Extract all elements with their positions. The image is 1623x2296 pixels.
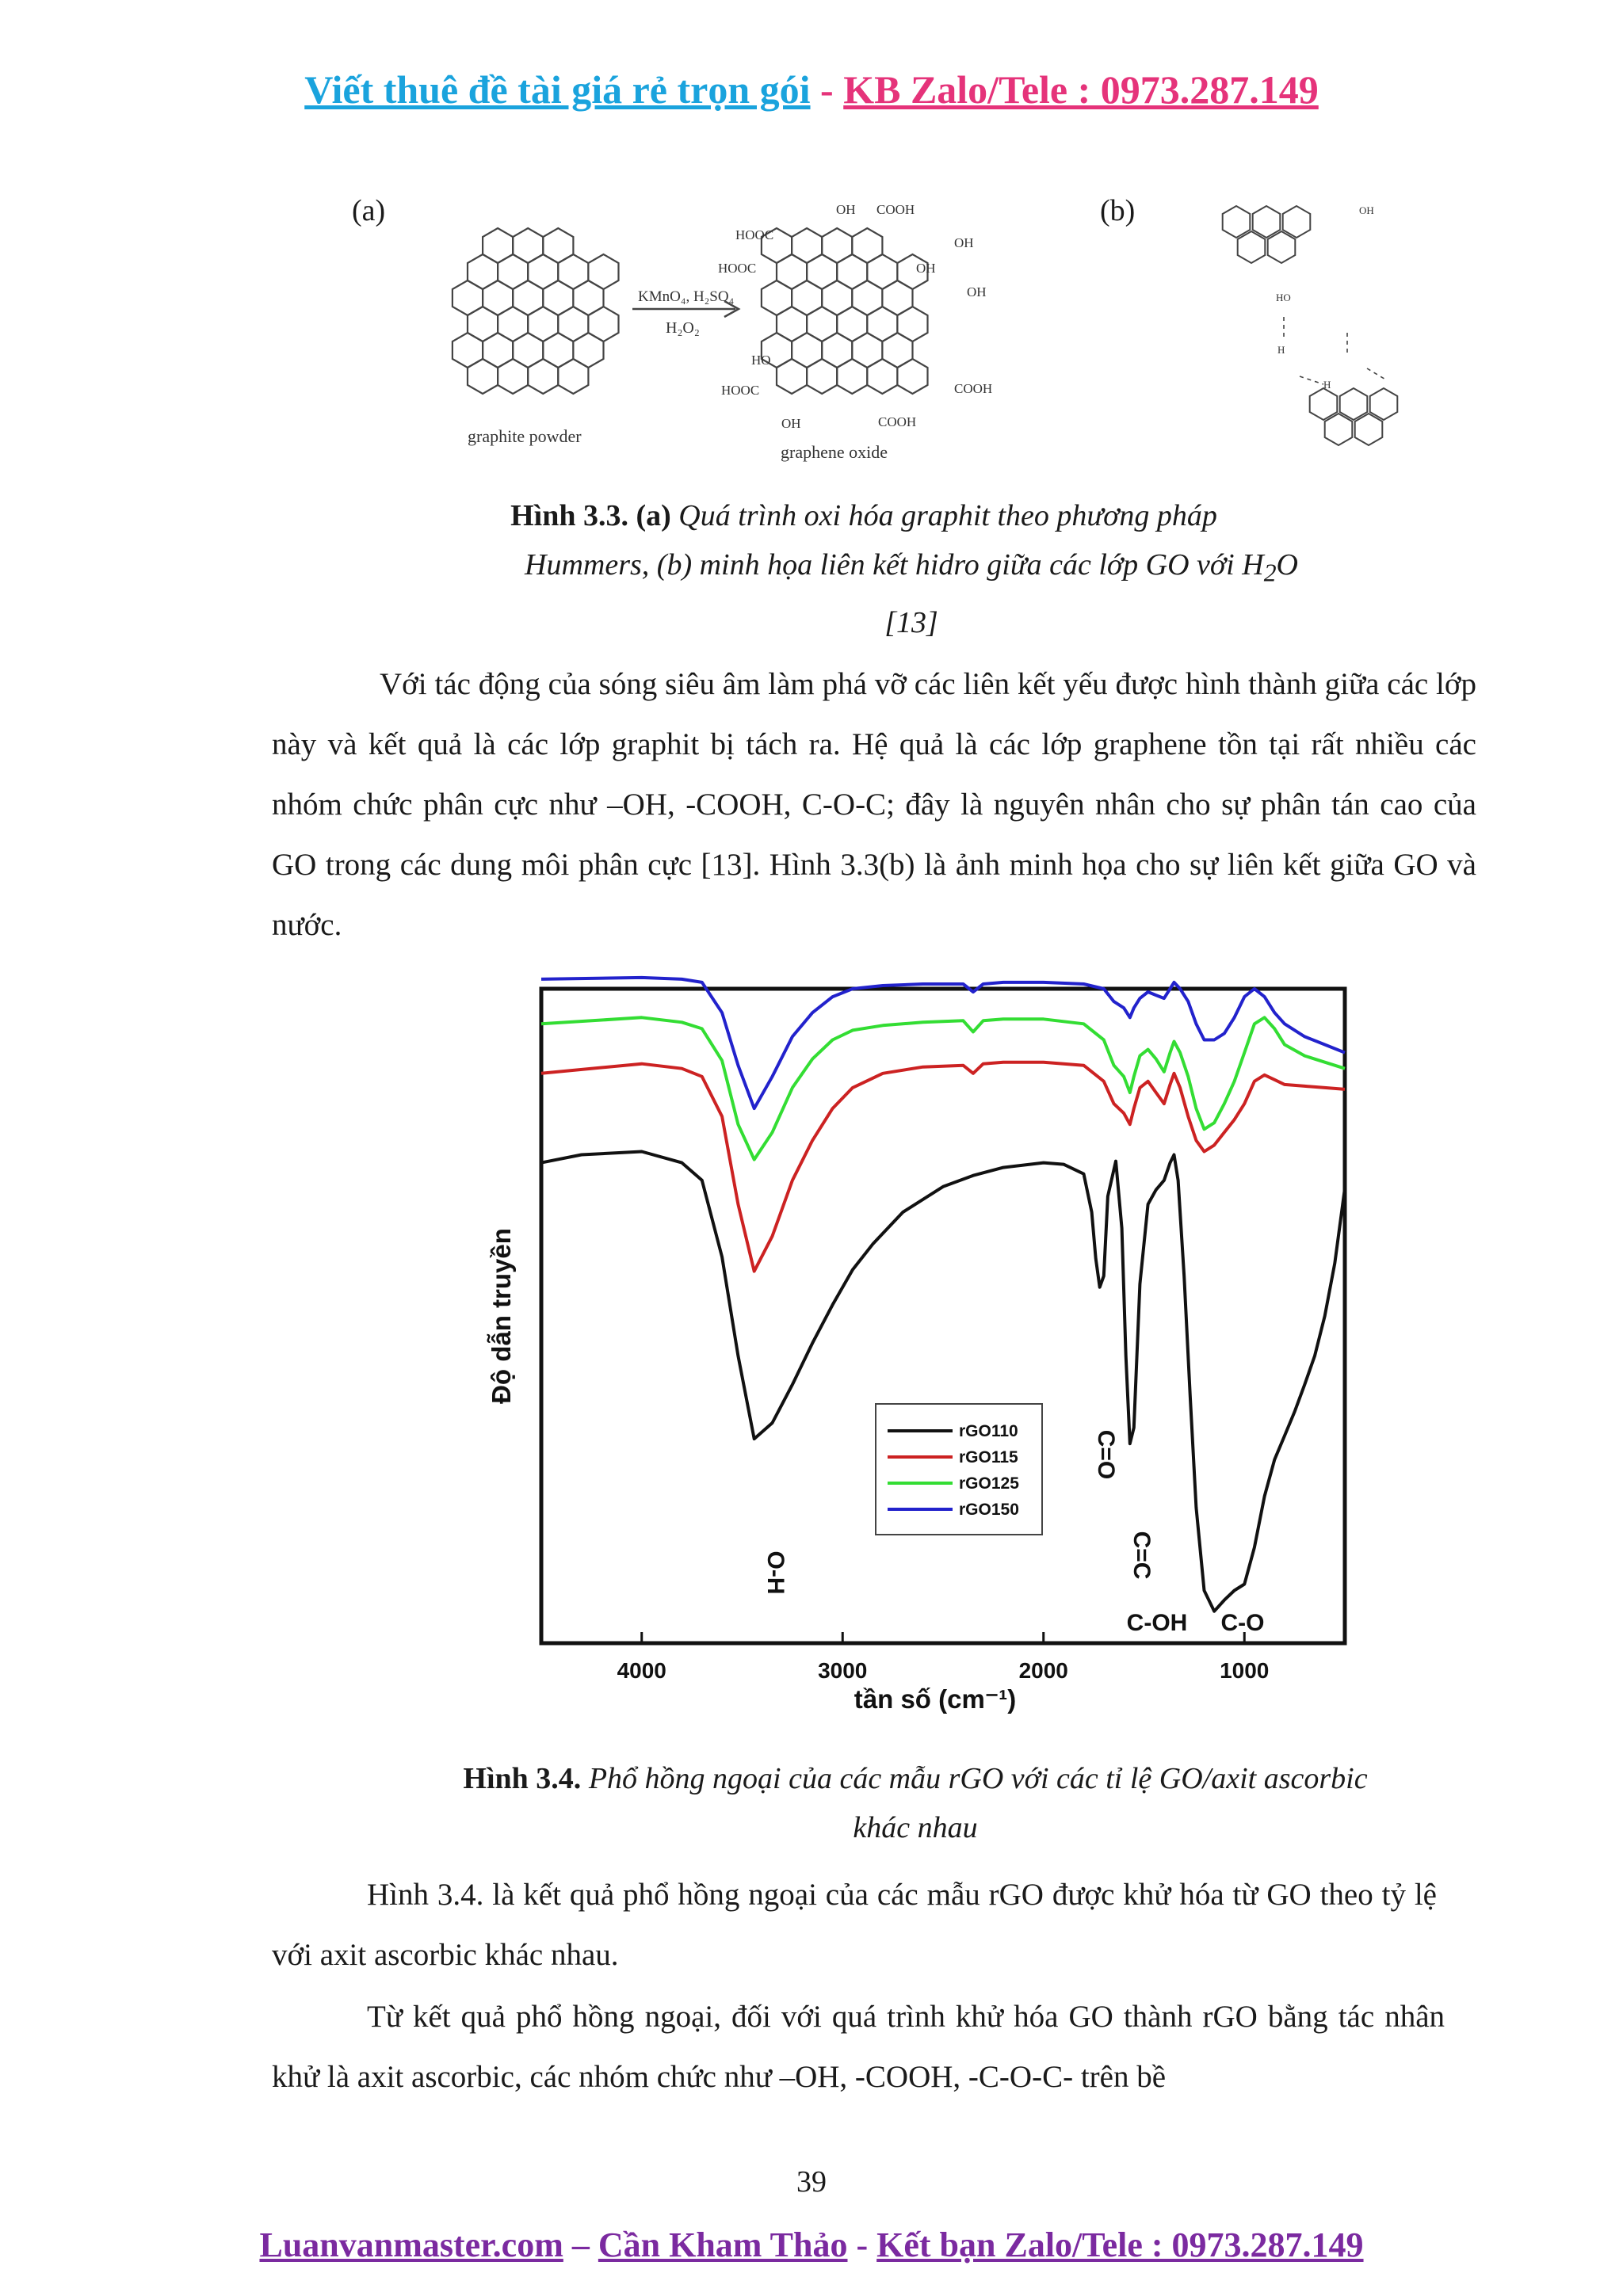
- hummers-oxidation-figure: [428, 190, 1014, 475]
- hexagon-ring: [1340, 388, 1368, 420]
- hexagon-ring: [498, 359, 528, 394]
- hexagon-ring: [1253, 206, 1281, 238]
- x-tick-label: 2000: [1018, 1658, 1068, 1683]
- reagent-bottom: H₂O₂: [666, 319, 700, 337]
- series-line-rgo115: [541, 1062, 1345, 1272]
- legend-label: rGO125: [959, 1474, 1019, 1493]
- legend-label: rGO115: [959, 1448, 1018, 1466]
- footer-name-link[interactable]: Cần Kham Thảo: [598, 2225, 848, 2264]
- hexagon-ring: [1310, 388, 1338, 420]
- hydrogen-bond-dashes: [1284, 317, 1387, 384]
- ftir-spectrum-chart: [444, 974, 1395, 1735]
- x-tick-label: 3000: [818, 1658, 868, 1683]
- group-label: H: [1323, 379, 1331, 391]
- caption-figure-number: Hình 3.3.: [510, 499, 628, 532]
- group-label: COOH: [954, 381, 993, 396]
- hexagon-ring: [1283, 206, 1311, 238]
- x-tick-layer: [617, 1632, 1270, 1683]
- graphite-label: graphite powder: [468, 426, 582, 446]
- hexagon-ring: [1355, 414, 1383, 445]
- hexagon-ring: [807, 359, 837, 394]
- group-label: OH: [781, 416, 801, 431]
- group-label: OH: [916, 261, 936, 276]
- figure-3-3-caption: [412, 491, 1411, 647]
- legend-label: rGO150: [959, 1501, 1019, 1519]
- hexagon-ring: [777, 359, 807, 394]
- x-tick-label: 1000: [1220, 1658, 1270, 1683]
- caption-line-1: Quá trình oxi hóa graphit theo phương pháp: [678, 499, 1217, 532]
- annotation-cc-double: C=C: [1128, 1531, 1155, 1580]
- reagent-top: KMnO₄, H₂SO₄: [638, 288, 735, 305]
- hexagon-ring: [1268, 231, 1296, 263]
- x-tick-label: 4000: [617, 1658, 666, 1683]
- series-line-rgo110: [541, 1152, 1345, 1611]
- header-separator: -: [810, 67, 844, 112]
- hexagon-ring: [558, 359, 588, 394]
- group-label: COOH: [876, 202, 915, 217]
- functional-group-labels: [718, 202, 992, 431]
- plot-frame: [541, 989, 1345, 1643]
- group-label: HOOC: [721, 383, 760, 398]
- graphene-oxide-label: graphene oxide: [781, 442, 888, 462]
- series-line-rgo125: [541, 1017, 1345, 1159]
- legend-label: rGO110: [959, 1422, 1018, 1440]
- paragraph-1: Với tác động của sóng siêu âm làm phá vỡ các liên kết yếu được hình thành giữa các lớp này và kết quả là các lớp graphit bị tách ra. Hệ quả là các lớp graphene tồn tại rất nhiều các nhóm chức phân cực như –OH, -COOH, C-O-C; đây là nguyên nhân cho sự phân tán cao của GO trong các dung môi phân cực [13]. Hình 3.3(b) là ảnh minh họa cho sự liên kết giữa GO và nước.: [272, 667, 1476, 942]
- figure-3-4-caption: [333, 1754, 1498, 1852]
- caption-line-2-end: O: [1276, 548, 1298, 582]
- hexagon-ring: [1325, 414, 1353, 445]
- hexagon-ring: [897, 359, 927, 394]
- caption-line-1: Phổ hồng ngoại của các mẫu rGO với các tỉ lệ GO/axit ascorbic: [588, 1762, 1368, 1795]
- group-label: OH: [836, 202, 856, 217]
- y-axis-label: Độ dẫn truyền: [487, 1228, 516, 1404]
- header-link-left[interactable]: Viết thuê đề tài giá rẻ trọn gói: [304, 67, 811, 112]
- page-number: 39: [796, 2165, 827, 2199]
- annotation-co-double: C=O: [1093, 1429, 1119, 1480]
- hydrogen-bond-figure: [1205, 198, 1466, 475]
- series-line-rgo150: [541, 978, 1345, 1108]
- header-link-right[interactable]: KB Zalo/Tele : 0973.287.149: [843, 67, 1319, 112]
- caption-subscript: 2: [1263, 559, 1277, 587]
- caption-line-3: [13]: [884, 605, 938, 639]
- group-label: HOOC: [718, 261, 757, 276]
- hexagon-ring: [1370, 388, 1398, 420]
- footer-contact-link[interactable]: Kết bạn Zalo/Tele : 0973.287.149: [876, 2225, 1364, 2264]
- group-label: COOH: [878, 414, 917, 429]
- hexagon-ring: [1223, 206, 1251, 238]
- caption-line-2: Hummers, (b) minh họa liên kết hidro giữa các lớp GO với H: [525, 548, 1264, 582]
- annotation-oh: O-H: [762, 1550, 789, 1595]
- page-footer: [0, 2225, 1623, 2265]
- hexagon-ring: [867, 359, 897, 394]
- legend: [876, 1404, 1042, 1535]
- caption-line-2: khác nhau: [853, 1811, 978, 1844]
- x-axis-label: tần số (cm⁻¹): [854, 1684, 1017, 1714]
- graphene-oxide-structure: [762, 228, 928, 394]
- footer-dash: –: [563, 2225, 598, 2264]
- group-label: HO: [751, 353, 771, 368]
- hexagon-ring: [528, 359, 558, 394]
- caption-part-a: (a): [636, 499, 671, 532]
- group-label: OH: [967, 284, 987, 299]
- graphite-structure: [453, 228, 619, 394]
- annotation-c-o: C-O: [1220, 1610, 1265, 1636]
- group-label: OH: [1359, 204, 1374, 216]
- hexagon-ring: [468, 359, 498, 394]
- figure-label-a: (a): [352, 194, 386, 227]
- group-label: H: [1277, 344, 1285, 356]
- hexagon-ring: [837, 359, 867, 394]
- annotation-c-oh: C-OH: [1126, 1610, 1188, 1636]
- paragraph-2: Hình 3.4. là kết quả phổ hồng ngoại của các mẫu rGO được khử hóa từ GO theo tỷ lệ với axit ascorbic khác nhau.: [272, 1878, 1437, 1972]
- paragraph-3: Từ kết quả phổ hồng ngoại, đối với quá trình khử hóa GO thành rGO bằng tác nhân khử là axit ascorbic, các nhóm chức như –OH, -COOH, -C-O-C- trên bề: [272, 2000, 1445, 2094]
- group-label: OH: [954, 235, 974, 250]
- caption-figure-number: Hình 3.4.: [463, 1762, 582, 1795]
- footer-separator: -: [847, 2225, 877, 2264]
- group-label: HOOC: [735, 227, 774, 242]
- hexagon-ring: [1238, 231, 1266, 263]
- group-label: HO: [1276, 292, 1291, 303]
- page-header: [0, 67, 1623, 113]
- footer-site-link[interactable]: Luanvanmaster.com: [259, 2225, 563, 2264]
- figure-label-b: (b): [1100, 194, 1136, 227]
